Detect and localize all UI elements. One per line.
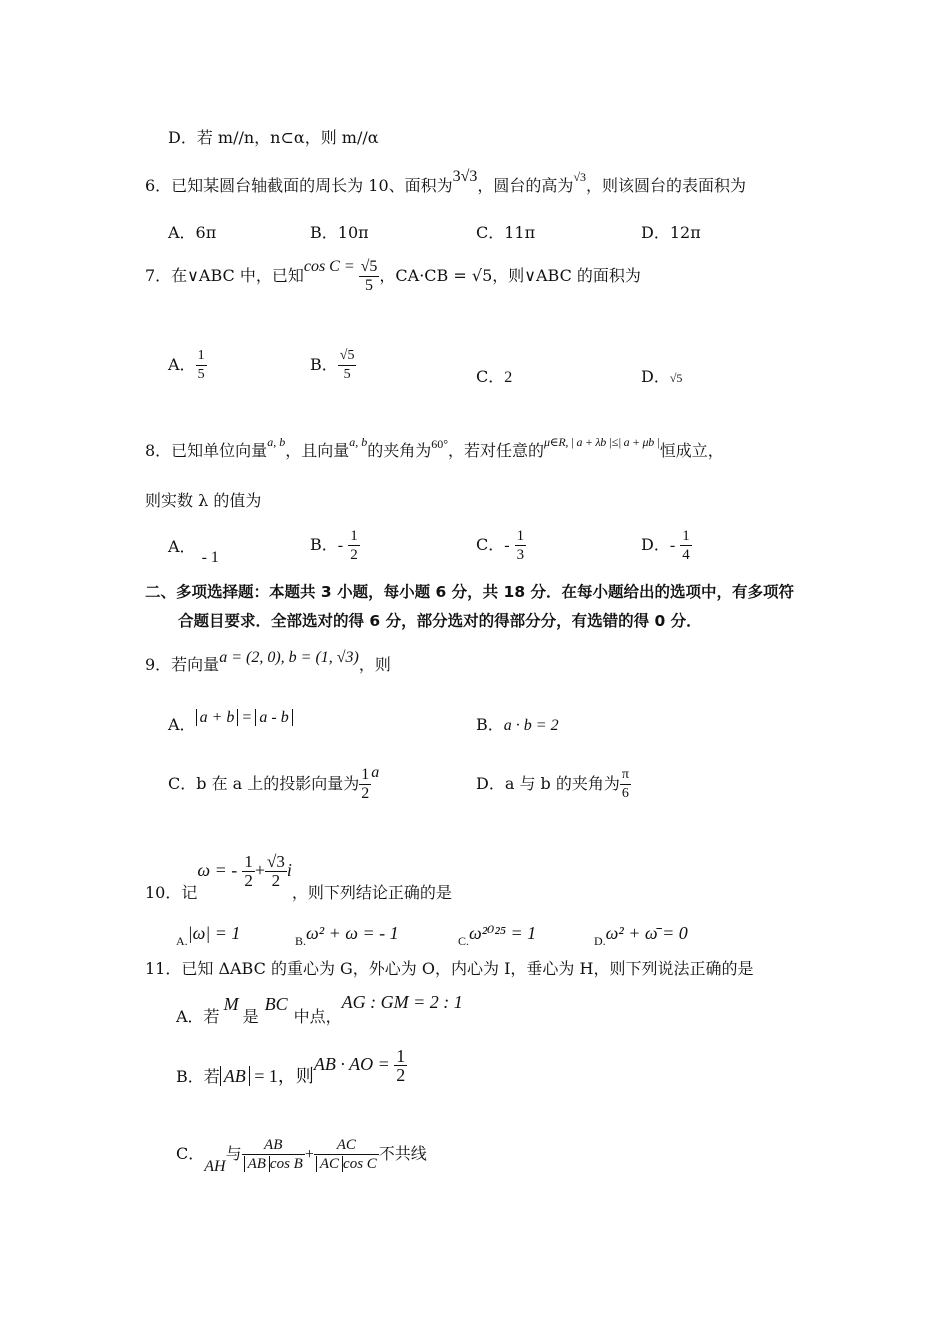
q11-option-b — [176, 1046, 407, 1101]
q9-option-c-label: C． — [168, 774, 197, 793]
q10-option-a — [176, 922, 240, 946]
q11-option-c — [176, 1130, 427, 1179]
q6-stem-a: 6．已知某圆台轴截面的周长为 10、面积为 — [145, 176, 453, 195]
q9-option-a-left: a + b — [196, 709, 239, 726]
q9-stem-a: 9．若向量 — [145, 655, 220, 674]
q7-option-d — [641, 366, 682, 389]
q7-option-b — [310, 343, 356, 387]
q8-option-c-label: C． — [476, 535, 505, 554]
q11-option-a-ratio: AG : GM = 2 : 1 — [341, 992, 463, 1012]
q10-omega-lhs: ω = - — [197, 860, 238, 880]
q8-option-b-frac — [348, 527, 360, 564]
q11-option-c-f1-den-abs: AB — [244, 1156, 270, 1172]
q5-option-d: D．若 m//n，n⊂α，则 m//α — [168, 128, 379, 147]
q10-option-c — [458, 922, 536, 946]
q7-cos-c: cos C = — [303, 258, 359, 275]
q9-option-c — [168, 762, 379, 807]
q10-imag: i — [286, 860, 292, 880]
q7-option-a-num: 1 — [196, 347, 207, 366]
q10-option-b-expr: ω² + ω = - 1 — [306, 923, 399, 943]
q11-option-b-expr: AB · AO = — [313, 1054, 395, 1074]
q8-stem-b: ，且向量 — [285, 441, 350, 460]
q6-option-d: D．12π — [641, 223, 701, 242]
q8-option-b — [310, 522, 360, 569]
q9-option-a-right: a - b — [255, 709, 292, 726]
q10-option-d — [594, 922, 688, 946]
q8-stem-d: ，若对任意的 — [448, 441, 545, 460]
q10-option-c-label: C. — [458, 934, 470, 948]
q11-option-c-f1-den-cos: cos B — [269, 1156, 303, 1172]
q11-option-a-lead: A．若 — [176, 1007, 220, 1026]
q10-option-d-label: D. — [594, 934, 606, 948]
q10-option-d-expr: ω² + ω̄ = 0 — [605, 923, 688, 943]
q8-option-b-num: 1 — [350, 528, 358, 544]
q9-stem-b: ，则 — [358, 655, 391, 674]
q8-option-c — [476, 522, 526, 569]
q9-option-c-vec: a — [371, 764, 380, 781]
section2-line2: 合题目要求．全部选对的得 6 分，部分选对的得部分分，有选错的得 0 分． — [178, 612, 702, 630]
q8-option-d-frac — [680, 527, 692, 564]
q7-stem — [145, 258, 641, 295]
q9-option-d-frac — [620, 766, 631, 803]
q8-stem-e: 恒成立， — [659, 441, 724, 460]
q10-frac2 — [265, 853, 287, 890]
q8-option-c-frac — [515, 527, 527, 564]
q6-stem — [145, 168, 747, 198]
q7-cos-den: 5 — [365, 277, 374, 294]
q8-option-d-sign: - — [669, 537, 676, 554]
q10-stem-a: 10．记 — [145, 883, 198, 902]
q10-frac1 — [242, 853, 255, 890]
q6-stem-b: ，圆台的高为 — [477, 176, 574, 195]
q9-option-c-text: b 在 a 上的投影向量为 — [196, 774, 360, 793]
q8-option-c-sign: - — [504, 537, 510, 554]
q8-stem — [145, 435, 724, 463]
q8-stem-c: 的夹角为 — [367, 441, 432, 460]
q11-option-a — [176, 992, 463, 1029]
q11-option-b-num: 1 — [396, 1046, 406, 1066]
q7-option-a-label: A． — [168, 355, 196, 374]
q10-option-a-expr: |ω| = 1 — [187, 923, 241, 943]
q11-option-a-bc: BC — [264, 994, 288, 1014]
q11-option-c-plus: + — [304, 1146, 314, 1163]
q9-option-a — [168, 709, 293, 737]
q10-stem — [145, 847, 452, 902]
q7-stem-a: 7．在∨ABC 中，已知 — [145, 266, 304, 285]
q8-option-a-value: - 1 — [201, 549, 219, 566]
q7-option-a — [168, 343, 207, 387]
q8-option-b-den: 2 — [350, 547, 358, 563]
q10-option-b-label: B. — [295, 934, 307, 948]
q9-option-d-den: 6 — [621, 786, 629, 801]
q7-option-b-den: 5 — [343, 367, 351, 382]
q7-cos-fraction — [359, 258, 380, 295]
q9-option-d-label: D． — [476, 774, 505, 793]
q9-option-b — [476, 714, 559, 737]
q9-option-c-num: 1 — [361, 766, 370, 783]
q8-ab-1: a, b — [267, 435, 286, 449]
q11-stem: 11．已知 ΔABC 的重心为 G，外心为 O，内心为 I，垂心为 H，则下列说法正确的是 — [145, 959, 754, 978]
q11-option-a-is: 是 — [242, 1007, 259, 1026]
q11-option-c-ah: AH — [204, 1158, 226, 1175]
q6-option-a: A．6π — [168, 223, 217, 242]
q9-option-c-frac — [359, 766, 371, 803]
q11-option-c-tail: 不共线 — [378, 1144, 427, 1163]
q9-stem — [145, 649, 391, 677]
q7-option-b-num: √5 — [338, 347, 357, 366]
q11-option-c-with: 与 — [225, 1144, 242, 1163]
q8-option-d-label: D． — [641, 535, 670, 554]
q8-option-d-num: 1 — [682, 528, 690, 544]
q7-option-b-label: B． — [310, 355, 338, 374]
q7-option-c-label: C． — [476, 367, 505, 386]
q11-option-c-f2-den-cos: cos C — [343, 1156, 377, 1172]
q11-option-c-frac2 — [314, 1136, 379, 1173]
q9-option-d — [476, 762, 631, 806]
q9-vectors: a = (2, 0), b = (1, √3) — [219, 649, 359, 666]
q10-stem-b: ，则下列结论正确的是 — [291, 883, 452, 902]
q8-option-d — [641, 522, 692, 569]
q11-option-b-abs: AB — [220, 1066, 250, 1086]
q11-option-c-f2-num: AC — [314, 1136, 379, 1155]
q9-option-d-num: π — [620, 766, 631, 785]
q8-ab-2: a, b — [349, 435, 368, 449]
q8-option-b-label: B． — [310, 535, 338, 554]
q11-option-c-frac1 — [242, 1136, 305, 1173]
q8-option-b-sign: - — [337, 537, 344, 554]
q11-option-c-lead: C． — [176, 1144, 205, 1163]
q8-option-c-num: 1 — [516, 528, 525, 544]
section2-line1: 二、多项选择题：本题共 3 小题，每小题 6 分，共 18 分．在每小题给出的选项中，有多项符 — [145, 583, 795, 601]
q8-option-a — [168, 536, 219, 566]
q11-option-b-then: = 1，则 — [249, 1066, 314, 1086]
q7-option-a-den: 5 — [197, 367, 205, 382]
q10-frac1-num: 1 — [244, 852, 253, 871]
q11-option-a-m: M — [223, 994, 239, 1014]
q7-option-d-value: √5 — [669, 371, 683, 385]
q8-option-c-den: 3 — [516, 547, 525, 563]
q6-option-c: C．11π — [476, 223, 536, 242]
q11-option-b-frac — [394, 1047, 407, 1084]
q8-option-d-den: 4 — [682, 547, 690, 563]
q9-option-c-den: 2 — [361, 785, 370, 802]
q9-option-b-expr: a · b = 2 — [503, 717, 559, 734]
q9-option-a-label: A． — [168, 715, 196, 734]
q6-height: √3 — [573, 170, 587, 184]
q8-option-a-label: A． — [168, 537, 196, 556]
q9-option-d-text: a 与 b 的夹角为 — [504, 774, 620, 793]
q7-option-b-frac — [338, 347, 357, 384]
q7-stem-b: ，CA·CB = √5，则∨ABC 的面积为 — [379, 266, 641, 285]
q11-option-a-mid: 中点， — [293, 1007, 342, 1026]
q11-option-b-lead: B．若 — [176, 1067, 220, 1086]
q7-option-c — [476, 366, 512, 389]
q6-option-b: B．10π — [310, 223, 369, 242]
q8-angle: 60° — [431, 437, 449, 451]
q8-stem-a: 8．已知单位向量 — [145, 441, 268, 460]
q9-option-a-expr — [196, 707, 293, 726]
q6-stem-c: ，则该圆台的表面积为 — [586, 176, 747, 195]
q11-option-c-f2-den-abs: AC — [316, 1156, 343, 1172]
q10-option-b — [295, 922, 399, 946]
q9-option-a-eq: = — [238, 709, 256, 726]
q11-option-b-den: 2 — [396, 1065, 406, 1085]
q8-line2: 则实数 λ 的值为 — [145, 491, 262, 510]
q10-frac1-den: 2 — [244, 871, 253, 890]
q11-option-c-f1-num: AB — [242, 1136, 305, 1155]
q10-frac2-num: √3 — [266, 852, 285, 871]
q9-option-b-label: B． — [476, 715, 504, 734]
q8-condition: μ∈R, | a + λb |≤| a + μb | — [544, 435, 660, 449]
q6-area: 3√3 — [452, 168, 478, 185]
q10-option-c-expr: ω²⁰²⁵ = 1 — [469, 923, 537, 943]
q10-option-a-label: A. — [176, 934, 188, 948]
q7-option-a-frac — [196, 347, 207, 384]
q7-option-d-label: D． — [641, 367, 670, 386]
q10-frac2-den: 2 — [271, 871, 281, 890]
q7-option-c-value: 2 — [504, 369, 513, 386]
q10-plus: + — [254, 860, 265, 880]
q7-cos-num: √5 — [360, 258, 378, 275]
